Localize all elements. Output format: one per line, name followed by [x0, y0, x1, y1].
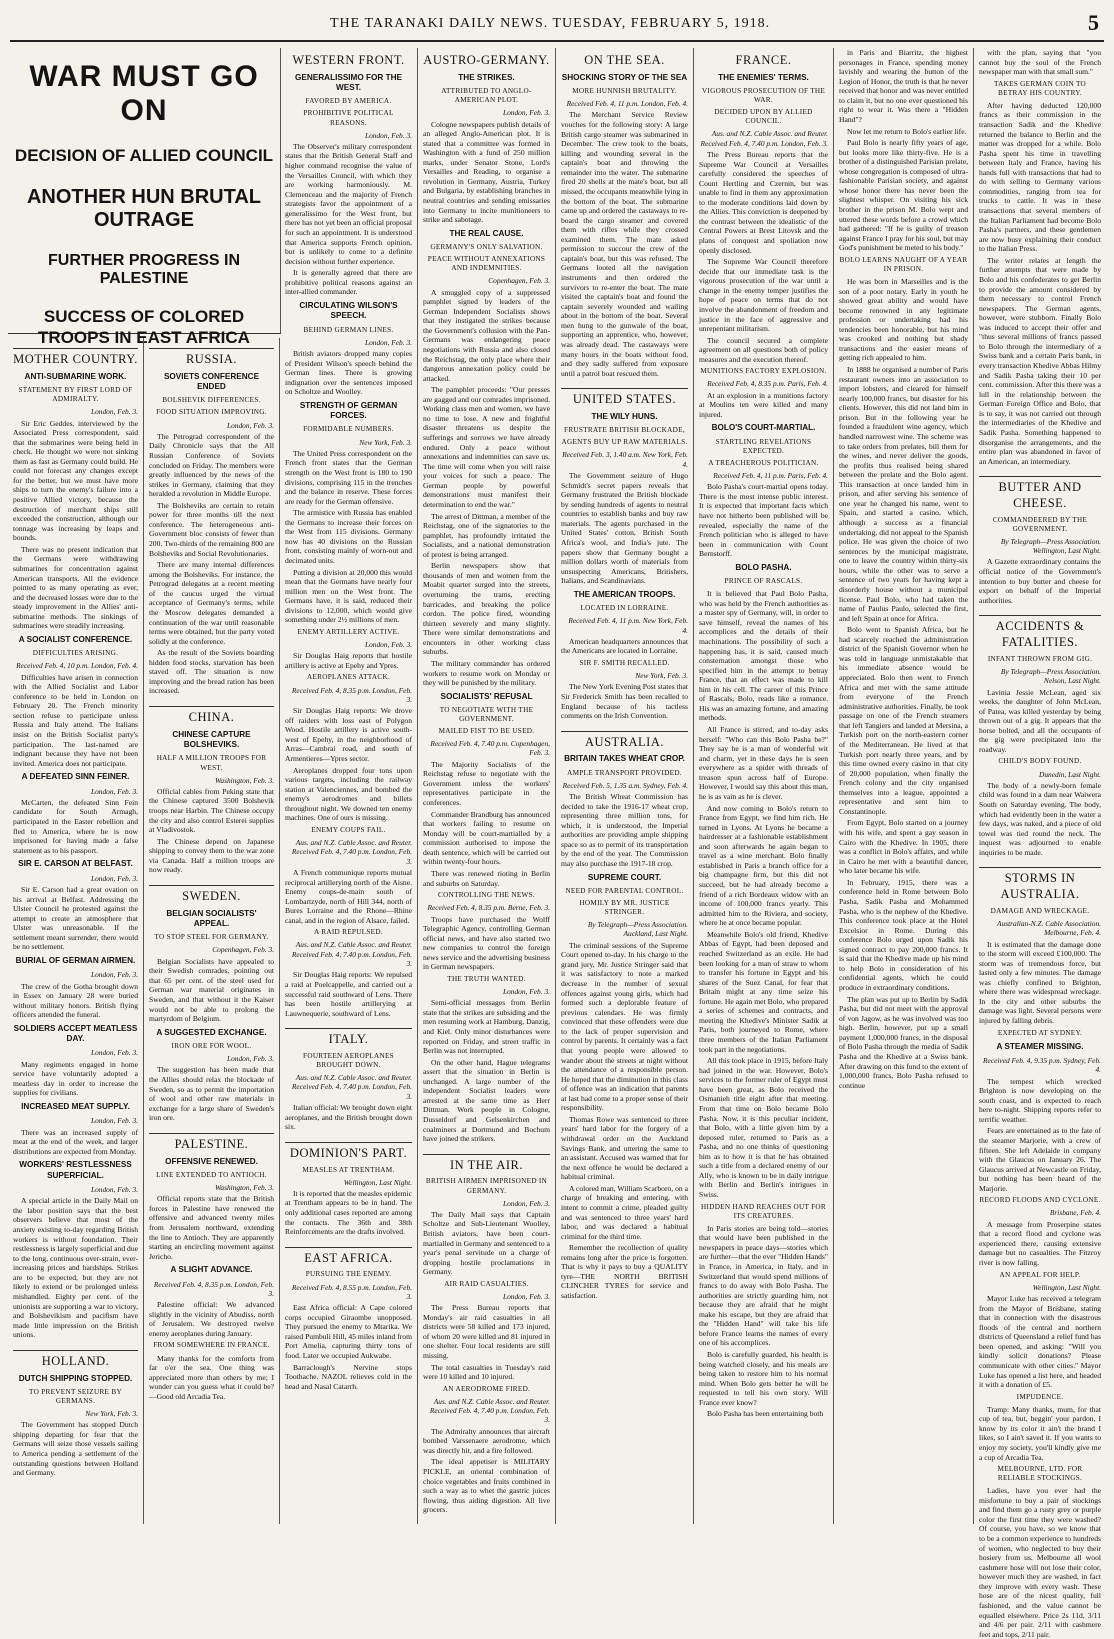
subheading: OFFENSIVE RENEWED. [165, 1156, 258, 1166]
article-text: Lavinia Jessie McLean, aged six weeks, the daughter of John McLean, of Patea, was killed yesterday by being thrown out of a gig. It appears that the horse bolted, and all the occupants of the gig were precipitated into the roadway. [979, 687, 1101, 754]
dateline: London, Feb. 3. [90, 873, 138, 883]
subheading: STRENGTH OF GERMAN FORCES. [299, 400, 398, 421]
article-text: The plan was put up to Berlin by Sadik Pasha, but did not meet with the approval of von Jagow, as he was involved was too high. Berlin, however, put up a small payment 1,000,000 francs, in the disposal of Bolo Pasha through the media of Sadik Pasha and the Khedive at a Swiss bank. After drawing on this fund to the extent of 1,000,000 francs, Bolo Pasha refused to continue [839, 994, 968, 1090]
section-heading: IN THE AIR. [423, 1154, 550, 1174]
section-heading: ITALY. [285, 1028, 412, 1048]
article-text: There was no present indication that the Germans were withdrawing submarines for concentration against American transports. All the evidence pointed to as many operating as ever, and the decreased losses were due to the steady improvement in the Allies' anti-submarine methods. The sinkings of submarines were steadily increasing. [13, 544, 138, 631]
subheading: HOMILY BY MR. JUSTICE STRINGER. [579, 899, 670, 917]
article-text: It is generally agreed that there are prohibitive political reasons against an inter-allied commander. [285, 268, 412, 297]
subheading: BURIAL OF GERMAN AIRMEN. [15, 955, 136, 965]
advertisement: The ideal appetiser is MILITARY PICKLE, an oriental combination of choice vegetables and fruits combined in such a way as to whet the gastric juices flowing, thus aiding digestion. All live grocers. [423, 1457, 550, 1515]
subheading: BEHIND GERMAN LINES. [303, 325, 394, 334]
section-heading: MOTHER COUNTRY. [13, 348, 138, 368]
section-heading: AUSTRO-GERMANY. [423, 53, 550, 67]
article-text: Palestine official: We advanced slightly in the vicinity of Abudiss, north of Jerusalem. We destroyed twelve enemy aeroplanes during January. [149, 1300, 274, 1338]
advertisement: Tramp: Many thanks, mum, for that cup of tea, but, beggin' your pardon, I know by its color it ain't the brand I likes, so I ain't saved it. If you wants to enjoy my society, you'll kindly give me a cup of Arcadia Tea. [979, 1404, 1101, 1462]
article-text: British aviators dropped many copies of President Wilson's speech behind the German lines. There is growing indignation over the sentences imposed on Scholtze and Woolley. [285, 348, 412, 397]
dateline: London, Feb. 3. [364, 337, 412, 347]
article-text: East Africa official: A Cape colored corps occupied Giraombe unopposed. They pursued the enemy to Mtarika. We raised Pumbuli Hill, 45 miles inland from Port Amelia, capturing thirty tons of food. Later we occupied Aukwabe. [285, 1303, 412, 1360]
dateline: London, Feb. 3. [502, 1198, 550, 1208]
subheading: FORMIDABLE NUMBERS. [303, 425, 394, 434]
article-text: He was born in Marseilles and is the son of a poor notary. Early in youth he showed great ability and would have become renowned in any legitimate profession or undertaking had his tendencies been honorable, but his mind was crooked and nothing but shady transactions and the easier means of getting rich appealed to him. [839, 276, 968, 363]
subheading: SIR F. SMITH RECALLED. [579, 659, 670, 667]
subheading: MELBOURNE, LTD. FOR RELIABLE STOCKINGS. [997, 1465, 1083, 1483]
article-text: In February, 1915, there was a conference held in Rome between Bolo Pasha, Sadik Pasha and Mohammed Pasha, who is the nephew of the Khedive. This conference took place at the Hotel Excelsior in Rome. During this conference Bolo urged upon Sadik his signed contract to pay 200,000 francs. It is said that the Khedive made up his mind to help Bolo in consideration of his confidential agents, which he could produce in extraordinary conditions. [839, 877, 968, 992]
article-text: Cologne newspapers publish details of an alleged Anglo-American plot. It is stated that a committee was formed in Washington with a fund of 250 million marks, under Senator Stone, Lord's Versailles and Reading, to organise a revolution in Germany, Austria, Turkey and Bulgaria, by establishing branches in neutral countries and sending emissaries into Germany to incite munitioneers to strike and sabotage. [423, 119, 550, 225]
dateline: London, Feb. 3. [364, 130, 412, 140]
subheading: WORKERS' RESTLESSNESS SUPERFICIAL. [19, 1160, 132, 1180]
article-text: The military commander has ordered workers to resume work on Monday or they will be punished by the military. [423, 658, 550, 688]
subheading: BELGIAN SOCIALISTS' APPEAL. [166, 908, 257, 929]
dateline: London, Feb. 3. [90, 1185, 138, 1195]
dateline: London, Feb. 3. [502, 986, 550, 996]
article-text: On the other hand, Hague telegrams assert that the situation in Berlin is unchanged. A large number of the independent Socialist leaders were arrested at the same time as Herr Dittman. Work people in Cologne, Dusseldorf and Gelsenkirchen and coalminers at Dortmund and Bochum have joined the strikers. [423, 1057, 550, 1144]
lead-headline-3: ANOTHER HUN BRUTAL OUTRAGE [26, 186, 262, 231]
section-heading: STORMS IN AUSTRALIA. [979, 867, 1101, 903]
article-text: And now coming to Bolo's return to France from Egypt, we find him rich. He turned in Lyons. At Lyons he became a hairdresser at a fashionable establishment and soon afterwards he again began to travel as a wine merchant. Bolo finally established in Paris a branch office for a big champagne firm, but this did not succeed, but he had already become a friend of a rich Bordeaux widow with an income of 100,000 francs yearly. This admitted him to the Riviera, and society, where he at once became popular. [699, 803, 828, 928]
article-text: The council secured a complete agreement on all questions both of policy measures and the execution thereof. [699, 335, 828, 364]
subheading: PROHIBITIVE POLITICAL REASONS. [303, 109, 394, 127]
subheading: MUNITIONS FACTORY EXPLOSION. [700, 367, 827, 376]
section-heading: AUSTRALIA. [561, 731, 688, 751]
masthead [10, 4, 1104, 42]
subheading: TO NEGOTIATE WITH THE GOVERNMENT. [439, 705, 534, 724]
subheading: EXPECTED AT SYDNEY. [997, 1028, 1083, 1037]
dateline: Received Feb. 4, 9.35 p.m. Sydney, Feb. 4. [983, 1056, 1101, 1075]
section-heading: SWEDEN. [149, 885, 274, 905]
subheading: BOLO'S COURT-MARTIAL. [711, 423, 816, 433]
column-4 [418, 48, 556, 1524]
article-text: After having deducted 120,000 francs as their commission in the transaction Sadik and the Khedive returned the balance to Berlin and the matter was dropped for a while. Bolo Pasha spent his time in travelling between Italy and France, having his hands full with transactions that had to do with selling to Germany various commodities, ranging from tea for trucks to cattle. It was in these transactions that several members of the Italian Parliament had become Bolo Pasha's partners, and these gentlemen are now busy explaining their conduct to the Italian Press. [979, 100, 1101, 254]
article-text: Mayor Luke has received a telegram from the Mayor of Brisbane, stating that in connection with the disastrous floods of the central and northern districts of Queensland a relief fund has been opened, and asking: "Will you kindly solicit donations? Please communicate with other cities." Mayor Luke has opened a list here, and headed it with a donation of £5. [979, 1294, 1101, 1390]
article-text: The crew of the Gotha brought down in Essex on January 28 were buried without military honors. British flying officers attended the funeral. [13, 981, 138, 1020]
dateline: New York, Feb. 3. [85, 1408, 138, 1418]
subheading: A RAID REPULSED. [314, 928, 383, 937]
article-text: McCarten, the defeated Sinn Fein candidate for South Armagh, participated in the Easter rebellion and fled to America, where he is now imprisoned for having made a false statement as to his passport. [13, 797, 138, 855]
article-text: As the result of the Soviets boarding hidden food stocks, starvation has been staved off. The situation is now improving and the bread ration has been increased. [149, 648, 274, 696]
article-text: A special article in the Daily Mail on the labor position says that the best observers believe that most of the anxiety existing to-day regarding British workers is without foundation. Their restlessness is largely superficial and due to the long, continuous over-strain, ever-increasing prices and hardships. Strikes are to be expected, but they are not likely to extend or be prolonged unless mishandled. Eighty per cent. of the unionists are supporting a war to victory, and Bolshevikism and pacifism have made little impression on the British unions. [13, 1196, 138, 1340]
subheading: AN AERODROME FIRED. [442, 1384, 531, 1393]
advertisement: Remember the recollection of quality remains long after the price is forgotten. That is why it pays to buy a QUALITY tyre—THE NORTH BRITISH CLINCHER TYRES for service and satisfaction. [561, 1243, 688, 1301]
subheading: BRITAIN TAKES WHEAT CROP. [564, 754, 685, 764]
article-text: Bolo is carefully guarded, his health is being watched closely, and his meals are being taken to restore him to his normal mind. When Bolo gets better he will be requested to tell his own story. Will France ever know? [699, 1350, 828, 1407]
article-text: Fears are entertained as to the fate of the steamer Marjorie, with a crew of fifteen. She left Adelaide in company with the Glaucus on January 26. The Glaucus arrived at Newcastle on Friday, but nothing has been heard of the Marjorie. [979, 1126, 1101, 1193]
subheading: CHINESE CAPTURE BOLSHEVIKS. [172, 729, 251, 750]
dateline: Received Feb. 3, 1.40 a.m. New York, Feb. 4. [562, 450, 688, 469]
subheading: A SUGGESTED EXCHANGE. [156, 1027, 267, 1037]
article-text: A Gazette extraordinary contains the official notice of the Government's intention to buy butter and cheese for export on behalf of the Imperial authorities. [979, 557, 1101, 605]
dateline: Aus. and N.Z. Cable Assoc. and Reuter. Received Feb. 4, 7.40 p.m. London, Feb. 3. [291, 838, 412, 866]
article-text: All this took place in 1915, before Italy had joined in the war. However, Bolo's services to the former ruler of Egypt must have been great, as Bolo received the Osmanieh title eight after that meeting. From that time on Bolo became Bolo Pasha. Now, it is this peculiar incident, that Bolo, with a little given him by a deposed ruler, returned to Paris as a Pasha, and no one thinks of questioning him as to how it is that he has obtained such a title from a declared enemy of our Ally, who is known to be in daily intrigue with Berlin and Berlin's intrigues in Swiss. [699, 1056, 828, 1200]
dateline: Aus. and N.Z. Cable Assoc. and Reuter. Received Feb. 4, 7.40 p.m. London, Feb. 3. [291, 1073, 412, 1101]
article-text: The United Press correspondent on the French front states that the German strength on the West front is 180 to 190 divisions, comprising 115 in the trenches and the balance in reserve. These forces are ready for the German offensive. [285, 448, 412, 506]
subheading: DUTCH SHIPPING STOPPED. [18, 1373, 133, 1383]
article-text: Sir Douglas Haig reports that hostile artillery is active at Epehy and Ypres. [285, 651, 412, 670]
subheading: ENEMY COUPS FAIL. [311, 825, 386, 834]
article-text: Bolo Pasha's court-martial opens today. There is the most intense public interest. It is expected that important facts which have not hitherto been published will be revealed, especially the name of the French politician who is alleged to have been in communication with Count Bernstorff. [699, 482, 828, 559]
column-8 [974, 48, 1106, 1639]
article-text: Semi-official messages from Berlin state that the strikes are subsiding and the men resuming work at Hamburg, Danzig, and Kiel. Only minor disturbances were reported on Friday, and street traffic in Berlin was not interrupted. [423, 998, 550, 1056]
subheading: PRINCE OF RASCALS. [724, 577, 803, 586]
article-text: Sir Eric Geddes, interviewed by the Associated Press correspondent, said that the submarines were being held in check. He thought we were not sinking them as fast as Germany could build. He could not forecast any changes except for the better, but we must have more ships to turn the enemy's failure into a positive Allied victory, because the destruction of merchant ships still exceeded the construction, although our tonnage was increasing by leaps and bounds. [13, 418, 138, 543]
article-text: Now let me return to Bolo's earlier life. [847, 126, 967, 136]
subheading: CHILD'S BODY FOUND. [998, 757, 1082, 766]
article-text: It is believed that Paul Bolo Pasha, who was held by the French authorities as a master spy of Germany, will, in order to save himself, reveal the names of his accomplices and the details of their machinations. The possibility of such a happening has, it is said, caused much consternation amongst those who specified him in the attempt to betray France, that an effect was made to kill him in his cell. The career of this Prince of Rascals, Bolo, reads like a romance. His was an amazing fortune, and amazing methods. [699, 589, 828, 723]
section-heading: ACCIDENTS & FATALITIES. [979, 615, 1101, 651]
column-6 [694, 48, 834, 1524]
section-heading: BUTTER AND CHEESE. [979, 476, 1101, 512]
subheading: NEED FOR PARENTAL CONTROL. [565, 886, 684, 895]
dateline: Dunedin, Last Night. [1038, 769, 1101, 779]
subheading: BOLO LEARNS NAUGHT OF A YEAR IN PRISON. [839, 255, 968, 273]
subheading: AIR RAID CASUALTIES. [444, 1279, 529, 1288]
dateline: Aus. and N.Z. Cable Assoc. and Reuter. Received Feb. 4, 7.40 p.m. London, Feb. 3. [291, 940, 412, 969]
article-text: The Chinese depend on Japanese shipping to convey them to the war zone via Canada. Half a million troops are now ready. [149, 836, 274, 875]
subheading: STATEMENT BY FIRST LORD OF ADMIRALTY. [18, 386, 133, 404]
dateline: New York, Feb. 3. [359, 437, 412, 447]
dateline: Received Feb. 4, 8.35 p.m. London, Feb. 3. [153, 1279, 274, 1298]
subheading: STARTLING REVELATIONS EXPECTED. [715, 437, 812, 455]
article-text: Sir Douglas Haig reports: We repulsed a raid at Poelcappelle, and carried out a successful raid southward of Lens. There has been hostile artillerying at Lauwnequerie, southward of Lens. [285, 970, 412, 1018]
article-text: American headquarters announces that the Americans are located in Lorraine. [561, 636, 688, 656]
subheading: PEACE WITHOUT ANNEXATIONS AND INDEMNITIES. [427, 255, 546, 273]
article-text: Many regiments engaged in home service have voluntarily adopted a meatless day in order to increase the supplies for civilians. [13, 1059, 138, 1098]
dateline: Aus. and N.Z. Cable Assoc. and Reuter. Received Feb. 4, 7.40 p.m. London, Feb. 3. [700, 129, 828, 148]
column-3 [280, 48, 418, 1524]
article-text: In 1888 he organised a number of Paris restaurant owners into an association to import lobsters, and cleared for himself nearly 100,000 francs, but disaster for his clients. However, this did not land him in prison. But in the following year he founded a fraudulent wine agency, which handled narrowest wine. The scheme was to take orders from prelates, bill them for the wines, and never deliver the goods, the profits thus realised being shared between the prelate and the Bolo agent. This transaction at once landed him in prison, and after serving his sentence of one year he changed his name, went to Spain, and started a casino, which, although a success as a financial undertaking, did not appeal to the Spanish police. He was given the choice of two sentences by the municipal magistrate, one to leave the country within thirty-six hours, while the other was to serve a sentence of two years for having kept a disorderly house without a municipal license. Paul Bolo, who had taken the name of Paulus Paulo, selected the first, and left Spain at once for Africa. [839, 365, 968, 623]
article-text: It is estimated that the damage done to the storm will exceed £100,000. The storm was of tremendous force, but lasted only a few minutes. The damage was chiefly confined to Brighton, where there was widespread wreckage. In the city and other suburbs the damage was light. Several persons were injured by falling debris. [979, 939, 1101, 1026]
subheading: TO STOP STEEL FOR GERMANY. [154, 933, 269, 942]
dateline: Received Feb. 4, 11 p.m. London, Feb. 4. [566, 99, 688, 109]
subheading: ENEMY ARTILLERY ACTIVE. [297, 627, 400, 636]
subheading: THE AMERICAN TROOPS. [573, 589, 676, 599]
article-text: Paul Bolo is nearly fifty years of age, but looks more like thirty-five. He is a brother of a distinguished Parisian prelate, whose congregation is composed of ultra-fashionable Parisian society, and against whose honor there has never been the slightest whisper. On visiting his sick brother in the prison M. Bolo wept and uttered these words before a crowd which had gathered: "If he is guilty of treason against France I pray for his soul, but may God's punishment be meted to his body." [839, 138, 968, 253]
article-text: There was renewed rioting in Berlin and suburbs on Saturday. [423, 868, 550, 888]
dateline: London, Feb. 3. [90, 1048, 138, 1058]
article-text: Aeroplanes dropped four tons upon various targets, including the railway station at Valenciennes, and bombed the enemy's aerodromes and billets throughout night. We downed ten enemy machines. One of ours is missing. [285, 765, 412, 823]
article-text: The arrest of Dittman, a member of the Reichstag, one of the signatories to the pamphlet, has profoundly irritated the Socialists, and a national demonstration of protest is being arranged. [423, 511, 550, 559]
dateline: Received Feb. 4, 11 p.m. Paris, Feb. 4. [713, 470, 828, 480]
dateline: Received Feb. 5, 1.35 a.m. Sydney, Feb. 4. [562, 780, 688, 790]
subheading: SIR E. CARSON AT BELFAST. [18, 859, 133, 869]
subheading: AN APPEAL FOR HELP. [999, 1270, 1081, 1279]
subheading: SHOCKING STORY OF THE SEA [561, 72, 688, 82]
article-text: Bolo went to Spanish Africa, but he had scarcely reached the administration district of the Spanish Governor when he was told in language unmistakable that his immediate absence would be appreciated. Bolo then went to French Africa and met with the same attitude from everyone of the French administrative authorities. Finally, he took passage on one of the French steamers that left Tangiers and landed at Mersina, a Turkish port on the north-eastern corner of the Mediterranean. He lived at that Turkish port nearly three years, and by this time owned every casino in that city of 20,000 population, when finally the French colony and the city organised themselves into a league, appointed a representative and sent him to Constantinople. [839, 625, 968, 816]
article-text: in Paris and Biarritz, the highest personages in France, spending money lavishly and wearing the button of the Legion of Honor, the truth is that he never received that honor and was never entitled to claim it, but no one ever questioned his right to wear it. Was there a "Hidden Hand"? [839, 48, 968, 124]
subheading: MEASLES AT TRENTHAM. [302, 1165, 395, 1174]
lead-headline-4: FURTHER PROGRESS IN PALESTINE [47, 252, 240, 287]
subheading: FOOD SITUATION IMPROVING. [156, 408, 267, 417]
dateline: Received Feb. 4, 11 p.m. New York, Feb. 4. [568, 616, 688, 635]
section-heading: PALESTINE. [149, 1133, 274, 1153]
dateline: Washington, Feb. 3. [214, 775, 274, 785]
dateline: London, Feb. 3. [226, 420, 274, 430]
dateline: Australian-N.Z. Cable Association. Melbourne, Feb. 4. [997, 918, 1101, 938]
dateline: By Telegraph—Press Association. Auckland, Last Night. [587, 920, 688, 939]
subheading: AEROPLANES ATTACK. [306, 673, 391, 682]
article-text: Official reports state that the British forces in Palestine have renewed the offensive and advanced twenty miles from Jerusalem northward, extending the line to Antioch. They are apparently starting an encircling movement against Jericho. [149, 1194, 274, 1261]
dateline: London, Feb. 3. [90, 1116, 138, 1126]
article-text: The body of a newly-born female child was found in a dam near Waiwera South on Saturday evening. The body, which had evidently been in the water a few days, was naked, and a piece of old towel was tied round the neck. The inquest was adjourned to enable inquiries to be made. [979, 780, 1101, 857]
subheading: ATTRIBUTED TO ANGLO-AMERICAN PLOT. [441, 87, 532, 105]
dateline: London, Feb. 3. [226, 1054, 274, 1064]
article-text: The criminal sessions of the Supreme Court opened to-day. In his charge to the grand jury, Mr. Justice Stringer said that it was satisfactory to note a marked decrease in the number of sexual offences against young girls, which had formed such a deplorable feature of previous calendars. He was firmly convinced that these offenders were due to the lack of proper supervision and control by parents. It certainly was a fact that young people were allowed to wander about the streets at night without the attendance of a responsible person. He hoped that the diminution in this class of offence was an indication that parents at last had come to a proper sense of their responsibility. [561, 940, 688, 1113]
subheading: LINE EXTENDED TO ANTIOCH. [156, 1170, 267, 1179]
lead-headline-1: WAR MUST GO ON [29, 60, 259, 127]
dateline: London, Feb. 3. [364, 640, 412, 650]
article-text: Many thanks for the comforts from far o'er the sea. One thing was appreciated more than others by me; I wonder can you guess what it could be? —Good old Arcadia Tea. [149, 1353, 274, 1401]
dateline: New York, Feb. 3. [635, 671, 688, 681]
subheading: FROM SOMEWHERE IN FRANCE. [153, 1341, 270, 1350]
article-text: Sir Douglas Haig reports: We drove off raiders with loss east of Polygon Wood. Hostile artillery is active south-west of Epehy, in the neighborhood of Arras—Cambrai road, and south of Armentieres—Ypres sector. [285, 706, 412, 763]
subheading: HIDDEN HAND REACHES OUT FOR ITS CREATURES. [701, 1202, 826, 1220]
column-5 [556, 48, 694, 1524]
subheading: A TREACHEROUS POLITICIAN. [708, 458, 819, 467]
dateline: London, Feb. 3. [90, 407, 138, 417]
article-text: The Admiralty announces that aircraft bombed Varssenaere aerodrome, which was directly hit, and a fire followed. [423, 1426, 550, 1455]
subheading: THE REAL CAUSE. [449, 228, 524, 238]
dateline: Wellington, Last Night. [343, 1177, 412, 1187]
subheading: GENERALISSIMO FOR THE WEST. [295, 72, 402, 93]
subheading: SOVIETS CONFERENCE ENDED [163, 371, 260, 392]
subheading: PURSUING THE ENEMY. [305, 1270, 392, 1279]
dateline: Received Feb. 4, 8.35 p.m. London, Feb. 3. [291, 685, 412, 704]
article-text: Official cables from Peking state that the Chinese captured 3500 Bolshevik troops near Harbin. The Chinese occupy the city and also control Esterei supplies at Vladivostok. [149, 786, 274, 835]
column-7 [834, 48, 974, 1524]
advertisement: Ladies, have you ever had the misfortune to buy a pair of stockings and find them go a rusty grey or purple color the first time they were washed? Of course, you have, so we know that to be a common experience to hundreds of women, who neglected to buy their hosiery from us. Melbourne all wool cashmere hose will not lose their color, however much they are washed, in fact they improve with every wash. These hose are of the nicest quality, full fashioned, and the value cannot be equalled elsewhere. Price 2s 11d, 3/11 and 4/6 per pair. 2/11 with cashmere feet and tops, 2/11 pair. [979, 1486, 1101, 1639]
subheading: SUPREME COURT. [587, 872, 662, 882]
subheading: THE WILY HUNS. [591, 411, 658, 421]
section-heading: EAST AFRICA. [285, 1247, 412, 1267]
subheading: AMPLE TRANSPORT PROVIDED. [567, 768, 682, 777]
article-text: The Daily Mail says that Captain Scholtze and Sub-Lieutenant Woolley, British aviators, have been court-martialled in Germany and sentenced to a year's penal servitude on a charge of dropping hostile proclamations in Germany. [423, 1209, 550, 1277]
article-text: In Paris stories are being told—stories that would have been published in the newspapers in peace days—stories which are further—that the ever "Hidden Hands" in France, in America, in Italy, and in Switzerland that would spend millions of francs to do away with Bolo Pasha. The authorities are strictly guarding him, not because they are afraid that he might make his escape, but they are afraid that the "Hidden Hand" will take his life before France learns the names of every one of his accomplices. [699, 1223, 828, 1348]
subheading: GERMANY'S ONLY SALVATION. [430, 243, 543, 252]
subheading: DAMAGE AND WRECKAGE. [990, 906, 1090, 915]
section-heading: CHINA. [149, 706, 274, 726]
subheading: TAKES GERMAN COIN TO BETRAY HIS COUNTRY. [993, 79, 1086, 97]
subheading: BOLO PASHA. [735, 562, 792, 572]
subheading: SOLDIERS ACCEPT MEATLESS DAY. [13, 1023, 138, 1044]
article-text: At an explosion in a munitions factory at Moulins ten were killed and many injured. [699, 390, 828, 419]
section-heading: FRANCE. [735, 53, 792, 67]
subheading: INCREASED MEAT SUPPLY. [21, 1102, 130, 1112]
page-number: 5 [1088, 10, 1100, 35]
dateline: London, Feb. 3. [502, 1291, 550, 1301]
article-text: Italian official: We brought down eight aeroplanes, and the British brought down six. [285, 1103, 412, 1132]
article-text: The Merchant Service Review vouches for the following story: A large British cargo steamer was submarined in December. The crew took to the boats, killing and wounding several in the captain's boat and throwing the remainder into the water. The submarine fired 20 shells at the mate's boat, but all missed, the occupants meanwhile lying in the bottom of the boat. The submarine came up and ordered the castaways to re-board the cargo steamer and covered them with rifles while they crossed examined them. The mate asked permission to succour the crew of the captain's boat, but this was refused. The Germans looted all the navigation instruments and then ordered the survivors to re-enter the boat. The mate visited the captain's boat and found the captain severely wounded and wailing about in the bottom of the boat. Several men hung to the gunwale of the boat, supporting an apprentice, who, however, was already dead. The castaways were many hours in the boats without food, and they sadly suffered from exposure until a patrol boat rescued them. [561, 110, 688, 378]
lead-headlines [8, 48, 281, 348]
subheading: FAVORED BY AMERICA. [305, 97, 392, 106]
subheading: VIGOROUS PROSECUTION OF THE WAR. [701, 87, 826, 105]
subheading: HALF A MILLION TROOPS FOR WEST. [156, 754, 267, 772]
dateline: Aus. and N.Z. Cable Assoc. and Reuter. Received Feb. 4, 7.40 p.m. London, Feb. 3. [429, 1396, 550, 1425]
dateline: By Telegraph—Press Association. Wellington, Last Night. [1000, 536, 1101, 556]
subheading: INFANT THROWN FROM GIG. [987, 654, 1093, 663]
masthead-title: THE TARANAKI DAILY NEWS. TUESDAY, FEBRUARY 5, 1918. [330, 16, 771, 31]
article-text: Commander Brandburg has announced that workers failing to resume on Monday will be court-martialled by a commission authorised to impose the death sentence, which will be carried out within twenty-four hours. [423, 809, 550, 867]
article-text: The pamphlet proceeds: "Our presses are gagged and our comrades imprisoned. Working class men and women, we have no time to lose. A new and frightful disaster threatens us despite the sufferings and sorrows we have already endured. Only a peace without annexations and indemnities can save us. The time will come when you will raise your voices for such a peace. The German people by powerful demonstrations must manifest their determination to end the war." [423, 385, 550, 509]
subheading: COMMANDEERED BY THE GOVERNMENT. [992, 515, 1088, 533]
article-text: The Petrograd correspondent of the Daily Chronicle says that the All Russian Conference of Soviets concluded on Friday. The members were greatly influenced by the news of the strikes in Germany, claiming that they heralded a revolution in Middle Europe. [149, 431, 274, 499]
article-text: The tempest which wrecked Brighton is now developing on the south coast, and is expected to reach here to-night. Shipping reports refer to terrific weather. [979, 1076, 1101, 1124]
dateline: By Telegraph—Press Association. Nelson, Last Night. [1000, 666, 1101, 686]
subheading: CIRCULATING WILSON'S SPEECH. [299, 300, 398, 321]
article-text: The New York Evening Post states that Sir Frederick Smith has been recalled to England because of his tactless comments on the Irish Convention. [561, 682, 688, 721]
subheading: BRITISH AIRMEN IMPRISONED IN GERMANY. [425, 1177, 548, 1195]
article-text: The Majority Socialists of the Reichstag refuse to negotiate with the Government unless the workers' representatives participate in the conferences. [423, 759, 550, 808]
subheading: THE ENEMIES' TERMS. [718, 72, 809, 82]
subheading: A SOCIALIST CONFERENCE. [18, 634, 133, 644]
dateline: Received Feb. 4, 10 p.m. London, Feb. 4. [16, 661, 138, 671]
lead-headline-2: DECISION OF ALLIED COUNCIL [14, 146, 274, 165]
article-text: Bolo Pasha has been entertaining both [707, 1409, 824, 1419]
article-text: A French communique reports mutual reciprocal artillerying north of the Aisne. Enemy coups-de-main south of Lombartzyde, north of Hill 344, north of Bures Lorraine and the Rhone—Rhine canal, and in the region of Alsace, failed. [285, 867, 412, 925]
subheading: TO PREVENT SEIZURE BY GERMANS. [29, 1387, 122, 1405]
subheading: IRON ORE FOR WOOL. [171, 1042, 252, 1051]
dateline: London, Feb. 3. [502, 108, 550, 118]
subheading: MORE HUNNISH BRUTALITY. [572, 87, 677, 96]
article-text: Difficulties have arisen in connection with the Allied Socialist and Labor conference to be held in London on February 20. The French minority section refuse to participate unless Russia and Italy attend. The Italians insist on the British Socialist party's participation. The last-named are indignant because they have not been invited. America does not participate. [13, 672, 138, 768]
article-text: A colored man, William Scarboro, on a charge of breaking and entering, with intent to commit a crime, pleaded guilty and was sentenced to three years' hard labor, and was declared a habitual criminal for the third time. [561, 1183, 688, 1241]
article-text: The Supreme War Council therefore decide that our immediate task is the vigorous prosecution of the war until a change in the enemy temper justifies the hope of peace on terms that do not involve the abandonment of freedom and justice in the face of aggressive and unrepentant militarism. [699, 257, 828, 334]
dateline: Received Feb. 4, 8.35 p.m. Berne, Feb. 3. [427, 903, 550, 913]
article-text: Berlin newspapers show that thousands of men and women from the Moabit quarter surged into the streets, overturning the trams, erecting barricades, and breaking the police cordon. The police fired, wounding thirteen severely and many slightly. There were similar demonstrations and encounters in other working class suburbs. [423, 561, 550, 657]
article-text: The Government seizure of Hugo Schmidt's secret papers reveals that Germany frustrated the British blockade by sending hundreds of agents to neutral countries to establish banks and buy raw materials. The agents purchased in the United States' cotton, British South Africa's wool, and India's jute. The papers show that Germany bought a million dollars worth of materials from unsuspecting Americans, Britishers, Italians, and Scandinavians. [561, 471, 688, 586]
article-text: Sir E. Carson had a great ovation on his arrival at Belfast. Addressing the Ulster Council he protested against the attempt to create an atmosphere that Ulster was unreasonable. If the settlement meant surrender, there would be no settlement. [13, 884, 138, 952]
article-text: The Press Bureau reports that Monday's air raid casualties in all districts were 58 killed and 173 injured, of whom 20 were killed and 81 injured in one shelter. Four local residents are still missing. [423, 1303, 550, 1361]
article-text: The British Wheat Commission has decided to take the 1916-17 wheat crop, representing three million tons, for which, it is understood, the Imperial authorities are providing ample shipping space so as to permit of its transportation by the end of the year. The Commission may also purchase the 1917-18 crop. [561, 792, 688, 869]
section-heading: HOLLAND. [13, 1350, 138, 1370]
article-text: The Press Bureau reports that the Supreme War Council at Versailles carefully considered the speeches of Count Hertling and Czernin, but was unable to find in them any approximation to the moderate conditions laid down by the Allies. This conviction is deepened by the contrast between the idealistic of the Central Powers at Brest Litovsk and the plans of conquest and spoliation now openly disclosed. [699, 149, 828, 255]
article-text: with the plan, saying that "you cannot buy the soul of the French newspaper man with that small sum." [979, 48, 1101, 77]
article-text: The writer relates at length the further attempts that were made by Bolo and his confederates to get Berlin to provide the amount considered by them necessary to control French newspapers. The German agents, however, were stubborn. Finally Bolo was induced to accept their offer and "thus several millions of francs passed to Bolo through the intermediary of a Swiss bank and a certain Paris bank, in every transaction Khedive Abbas Hilmy and Sadik Pasha taking their 10 per cent. commission. After this there was a lull in the relationship between the German Foreign Office and Bolo, that is to say, it was not carried out through the intermediaries of the Khedive and Sadik Pasha. Something happened to disorganise the arrangements, and the entire plan was abandoned in favor of an American, an intermediary. [979, 255, 1101, 466]
subheading: ANTI-SUBMARINE WORK. [24, 371, 127, 381]
article-text: A message from Proserpine states that a record flood and cyclone was experienced there, causing extensive damage but no casualties. The Fitzroy river is now falling. [979, 1219, 1101, 1268]
subheading: A STEAMER MISSING. [996, 1041, 1084, 1051]
column-1 [8, 338, 144, 1524]
dateline: Received Feb. 4, 8.55 p.m. London, Feb. 3. [291, 1282, 412, 1301]
subheading: THE TRUTH WANTED. [447, 974, 526, 983]
dateline: Washington, Feb. 3. [214, 1182, 274, 1192]
article-text: The armistice with Russia has enabled the Germans to increase their forces on the West from 115 divisions. Germany now has 40 divisions on the Russian front, consisting mainly of worn-out and decimated units. [285, 508, 412, 566]
article-text: The Government has stopped Dutch shipping departing for fear that the Germans will seize those vessels sailing to America pending a settlement of the outstanding questions between Holland and Germany. [13, 1420, 138, 1478]
subheading: DECIDED UPON BY ALLIED COUNCIL. [714, 108, 813, 126]
subheading: MAILED FIST TO BE USED. [438, 727, 535, 736]
article-text: From Egypt, Bolo started on a journey with his wife, and spent a gay season in Cairo with the Khedive. In 1905, there was a conflict in Bolo's affairs, and while in Cairo he met with a beautiful dancer, who later became his wife. [839, 818, 968, 876]
subheading: A DEFEATED SINN FEINER. [21, 772, 130, 782]
dateline: London, Feb. 3. [90, 786, 138, 796]
article-text: Belgian Socialists have appealed to their Swedish comrades, pointing out that 65 per cent. of the steel used for German war material originates in Sweden, and that without it the Kaiser would not be able to prolong the martyrdom of Belgium. [149, 956, 274, 1024]
subheading: RECORD FLOODS AND CYCLONE. [979, 1196, 1101, 1205]
subheading: FRUSTRATE BRITISH BLOCKADE, [564, 426, 685, 435]
section-heading: DOMINION'S PART. [285, 1142, 412, 1162]
article-text: There are many internal differences among the Bolsheviks. For instance, the Petrograd delegates at a recent meeting of the caucus urged the virtual acceptance of Germany's terms, while the Moscow delegates demanded a continuation of the war until reasonable terms were obtained, but the party voted solidly at the conference. [149, 560, 274, 646]
dateline: Copenhagen, Feb. 3. [488, 276, 550, 286]
article-text: The total casualties in Tuesday's raid were 10 killed and 10 injured. [423, 1362, 550, 1382]
subheading: FOURTEEN AEROPLANES BROUGHT DOWN. [303, 1051, 394, 1070]
article-text: Troops have purchased the Wolff Telegraphic Agency, controlling German official news, and have also started two new companies to control the foreign news service and the advertising business in German newspapers. [423, 914, 550, 972]
dateline: Copenhagen, Feb. 3. [212, 945, 274, 955]
subheading: DIFFICULTIES ARISING. [32, 649, 119, 658]
article-text: Thomas Rowe was sentenced to three years' hard labor for the forgery of a withdrawal order on the Auckland Savings Bank, and uttering the same to an assistant. Accused was warned that for the next offence he would be declared a habitual criminal. [561, 1114, 688, 1182]
subheading: IMPUDENCE. [1016, 1392, 1064, 1401]
article-text: The suggestion has been made that the Allies should relax the blockade of Sweden, so as to permit the importation of wool and other raw materials in exchange for a large share of Sweden's iron ore. [149, 1065, 274, 1123]
subheading: LOCATED IN LORRAINE. [580, 604, 669, 613]
section-heading: UNITED STATES. [561, 388, 688, 408]
article-text: All France is stirred, and to-day asks herself: "Who can this Bolo Pasha be?" They say he is a man of wonderful wit and charm, yet in these days he is seen everywhere as a spider with threads of treason spun across half of Europe. However, I would say this about this man, he is as vain as he is clever. [699, 725, 828, 801]
dateline: Received Feb. 4, 7.40 p.m. Copenhagen, Feb. 3. [430, 739, 550, 758]
column-2 [144, 338, 280, 1524]
lead-headline-5: SUCCESS OF COLORED TROOPS IN EAST AFRICA [38, 307, 250, 348]
article-text: Meanwhile Bolo's old friend, Khedive Abbas of Egypt, had been deposed and reached Switzerland as an exile. He had been looking for a man of straw to whom to transfer his fortune in Egypt and his shares of the Suez Canal, for fear that Britain might at any time seize his fortune. He again met Bolo, who prepared a series of schemes and contracts, and meeting the Khedive's Minister Sadik at Paris, both journeyed to Rome, where three members of the Italian Parliament took part in the negotiations. [699, 929, 828, 1054]
section-heading: ON THE SEA. [584, 53, 665, 67]
article-text: A smuggled copy of a suppressed pamphlet signed by leaders of the German Independent Socialists shows that they instigated the strikes because the Government's collusion with the Pan-Germans was endangering peace negotiations with Russia and also closed the Reichstag, the only place where their dangerous annexation policy could be attacked. [423, 287, 550, 383]
article-text: It is reported that the measles epidemic at Trentham appears to be in hand. The only additional cases reported are among the contacts. The 36th and 38th Reinforcements are the drafts involved. [285, 1188, 412, 1237]
article-text: Putting a division at 20,000 this would mean that the Germans have nearly four million men on the West front. The Germans have, it is said, reduced their divisions to 12,000, which would give something under 2½ millions of men. [285, 567, 412, 625]
section-heading: RUSSIA. [149, 348, 274, 368]
article-text: The Observer's military correspondent states that the British General Staff and higher command recognise the value of the Versailles Council, with which they are working harmoniously. M. Clemenceau and the majority of French strategists favor the appointment of a generalissimo for the West front, but there has not yet been an official proposal for such an appointment. It is understood that America supports French opinion, but is unlikely to come to a definite decision without further experience. [285, 141, 413, 266]
dateline: Received Feb. 4, 8.35 p.m. Paris, Feb. 4. [707, 379, 828, 389]
subheading: SOCIALISTS' REFUSAL [440, 691, 533, 701]
subheading: AGENTS BUY UP RAW MATERIALS. [561, 438, 688, 447]
subheading: BOLSHEVIK DIFFERENCES. [162, 396, 261, 405]
article-text: The Bolsheviks are certain to retain power for three months till the next conference. The heterogeneous anti-Government bloc consists of fewer than 200. Two-thirds of the remaining 800 are Bolsheviks and Social Revolutionaries. [149, 500, 274, 558]
subheading: A SLIGHT ADVANCE. [170, 1265, 253, 1275]
dateline: Brisbane, Feb. 4. [1049, 1208, 1101, 1218]
subheading: THE STRIKES. [458, 72, 515, 82]
dateline: London, Feb. 3. [90, 970, 138, 980]
subheading: CONTROLLING THE NEWS. [438, 891, 535, 900]
advertisement: Barraclough's Nervine stops Toothache. NAZOL relieves cold in the head and Nasal Catarrh. [285, 1362, 412, 1391]
dateline: Wellington, Last Night. [1032, 1282, 1101, 1292]
article-text: There was an increased supply of meat at the end of the week, and larger distributions are expected from Monday. [13, 1127, 138, 1156]
section-heading: WESTERN FRONT. [292, 53, 405, 67]
